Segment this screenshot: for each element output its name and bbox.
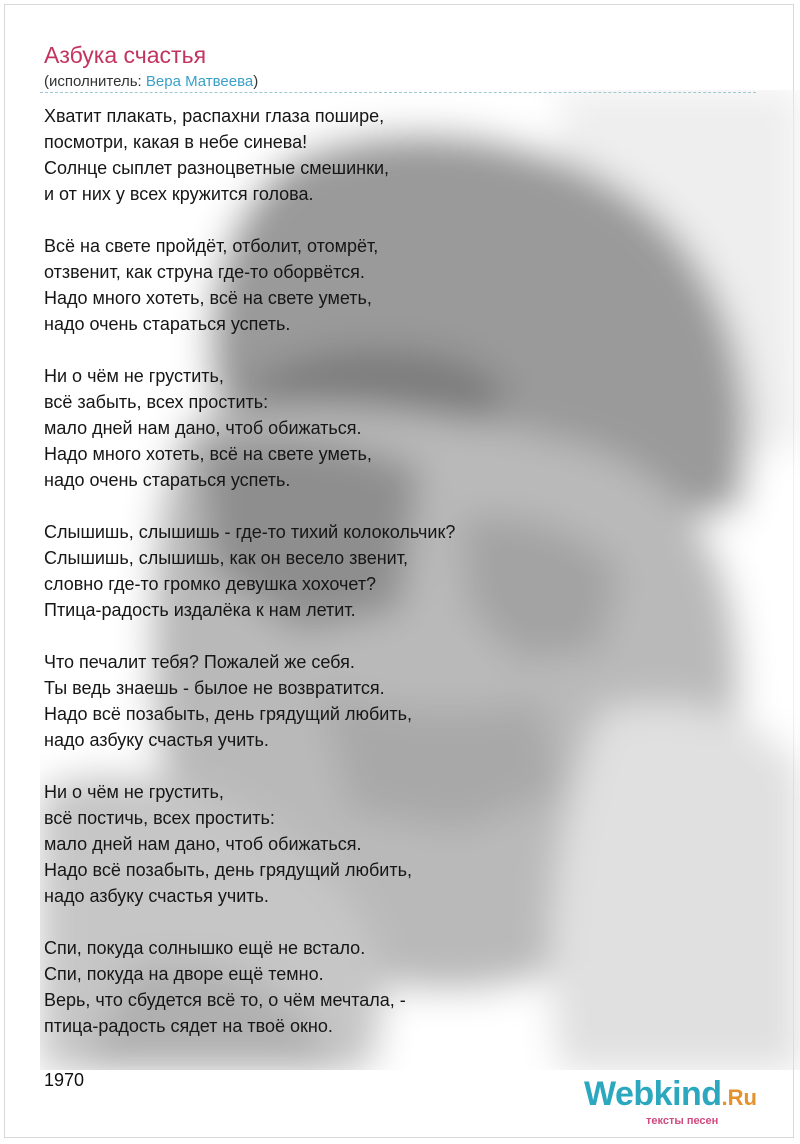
lyrics-line: надо очень стараться успеть.: [44, 314, 291, 334]
lyrics-line: всё забыть, всех простить:: [44, 392, 269, 412]
performer-link[interactable]: Вера Матвеева: [145, 73, 254, 90]
performer-line: [44, 72, 756, 92]
lyrics-stanza: [44, 233, 684, 337]
performer-prefix: (исполнитель:: [44, 73, 146, 90]
lyrics-line: мало дней нам дано, чтоб обижаться.: [44, 834, 362, 854]
lyrics-stanza: [44, 363, 684, 493]
lyrics-line: Спи, покуда солнышко ещё не встало.: [44, 938, 366, 958]
lyrics-line: Надо всё позабыть, день грядущий любить,: [44, 704, 412, 724]
site-logo[interactable]: [584, 1075, 757, 1127]
lyrics-line: Ни о чём не грустить,: [44, 782, 224, 802]
lyrics-line: всё постичь, всех простить:: [44, 808, 275, 828]
lyrics-line: Верь, что сбудется всё то, о чём мечтала, -: [44, 990, 406, 1010]
lyrics-stanza: [44, 103, 684, 207]
lyrics-line: мало дней нам дано, чтоб обижаться.: [44, 418, 362, 438]
header-divider: [40, 92, 756, 93]
lyrics-line: словно где-то громко девушка хохочет?: [44, 574, 377, 594]
lyrics-stanza: [44, 779, 684, 909]
lyrics-line: Солнце сыплет разноцветные смешинки,: [44, 158, 390, 178]
song-header: [44, 40, 756, 92]
lyrics-line: и от них у всех кружится голова.: [44, 184, 314, 204]
lyrics-body: [44, 103, 684, 1065]
lyrics-line: Надо много хотеть, всё на свете уметь,: [44, 444, 372, 464]
lyrics-stanza: [44, 519, 684, 623]
lyrics-line: отзвенит, как струна где-то оборвётся.: [44, 262, 365, 282]
lyrics-line: Всё на свете пройдёт, отболит, отомрёт,: [44, 236, 379, 256]
lyrics-line: надо азбуку счастья учить.: [44, 886, 269, 906]
lyrics-line: Надо много хотеть, всё на свете уметь,: [44, 288, 372, 308]
lyrics-line: надо азбуку счастья учить.: [44, 730, 269, 750]
logo-domain-text: .Ru: [721, 1085, 757, 1110]
performer-suffix: ): [253, 73, 259, 90]
lyrics-line: Слышишь, слышишь, как он весело звенит,: [44, 548, 408, 568]
lyrics-line: Птица-радость издалёка к нам летит.: [44, 600, 356, 620]
lyrics-line: птица-радость сядет на твоё окно.: [44, 1016, 333, 1036]
lyrics-line: надо очень стараться успеть.: [44, 470, 291, 490]
lyrics-line: Слышишь, слышишь - где-то тихий колокольчик?: [44, 522, 456, 542]
lyrics-line: Хватит плакать, распахни глаза пошире,: [44, 106, 385, 126]
lyrics-line: Спи, покуда на дворе ещё темно.: [44, 964, 324, 984]
lyrics-line: посмотри, какая в небе синева!: [44, 132, 308, 152]
lyrics-line: Ты ведь знаешь - былое не возвратится.: [44, 678, 385, 698]
song-title: Азбука счастья: [44, 42, 207, 68]
logo-main-text: Webkind: [584, 1075, 722, 1113]
logo-subtitle: тексты песен: [646, 1115, 719, 1127]
lyrics-line: Надо всё позабыть, день грядущий любить,: [44, 860, 412, 880]
lyrics-line: Ни о чём не грустить,: [44, 366, 224, 386]
lyrics-line: Что печалит тебя? Пожалей же себя.: [44, 652, 355, 672]
lyrics-stanza: [44, 649, 684, 753]
lyrics-stanza: [44, 935, 684, 1039]
song-year: 1970: [44, 1070, 85, 1090]
